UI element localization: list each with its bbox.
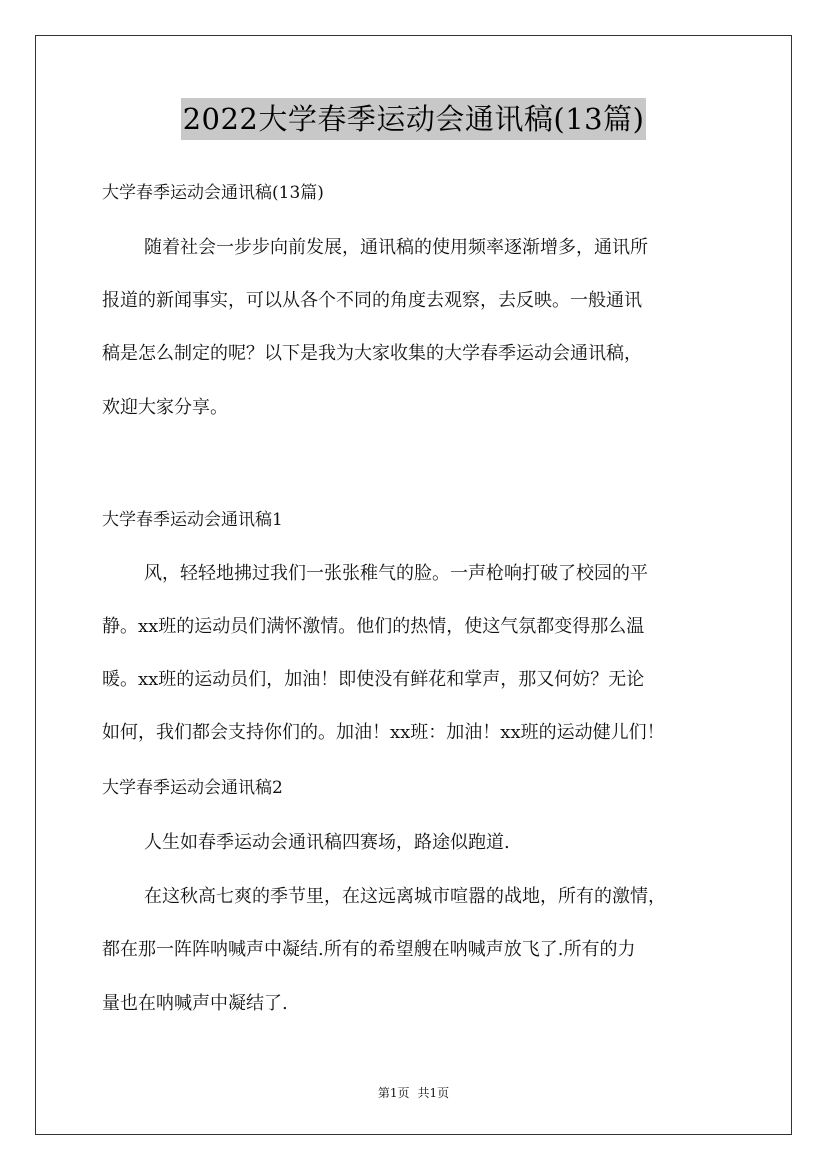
section-heading-1: 大学春季运动会通讯稿1	[102, 510, 283, 530]
intro-heading: 大学春季运动会通讯稿(13篇)	[102, 183, 324, 203]
paragraph-line: 报道的新闻事实，可以从各个不同的角度去观察，去反映。一般通讯	[102, 290, 642, 311]
paragraph-line: 在这秋高七爽的季节里，在这远离城市喧嚣的战地，所有的激情，	[144, 886, 666, 907]
paragraph-line: 人生如春季运动会通讯稿四赛场，路途似跑道.	[144, 832, 510, 853]
paragraph-line: 稿是怎么制定的呢？以下是我为大家收集的大学春季运动会通讯稿，	[102, 343, 642, 364]
page-number: 第1页	[377, 1086, 410, 1100]
page-footer	[0, 1084, 827, 1101]
section-heading-2: 大学春季运动会通讯稿2	[102, 778, 283, 798]
document-title: 2022大学春季运动会通讯稿(13篇)	[181, 98, 647, 140]
paragraph-line: 都在那一阵阵呐喊声中凝结.所有的希望艘在呐喊声放飞了.所有的力	[102, 939, 636, 960]
paragraph-line: 暖。xx班的运动员们，加油！即使没有鲜花和掌声，那又何妨？无论	[102, 669, 645, 690]
paragraph-line: 随着社会一步步向前发展，通讯稿的使用频率逐渐增多，通讯所	[144, 237, 648, 258]
paragraph-line: 量也在呐喊声中凝结了.	[102, 993, 288, 1014]
paragraph-line: 风，轻轻地拂过我们一张张稚气的脸。一声枪响打破了校园的平	[144, 563, 648, 584]
paragraph-line: 欢迎大家分享。	[102, 397, 228, 418]
paragraph-line: 静。xx班的运动员们满怀激情。他们的热情，使这气氛都变得那么温	[102, 616, 645, 637]
title-container	[0, 98, 827, 140]
page-total: 共1页	[417, 1086, 450, 1100]
paragraph-line: 如何，我们都会支持你们的。加油！xx班：加油！xx班的运动健儿们！	[102, 722, 665, 743]
